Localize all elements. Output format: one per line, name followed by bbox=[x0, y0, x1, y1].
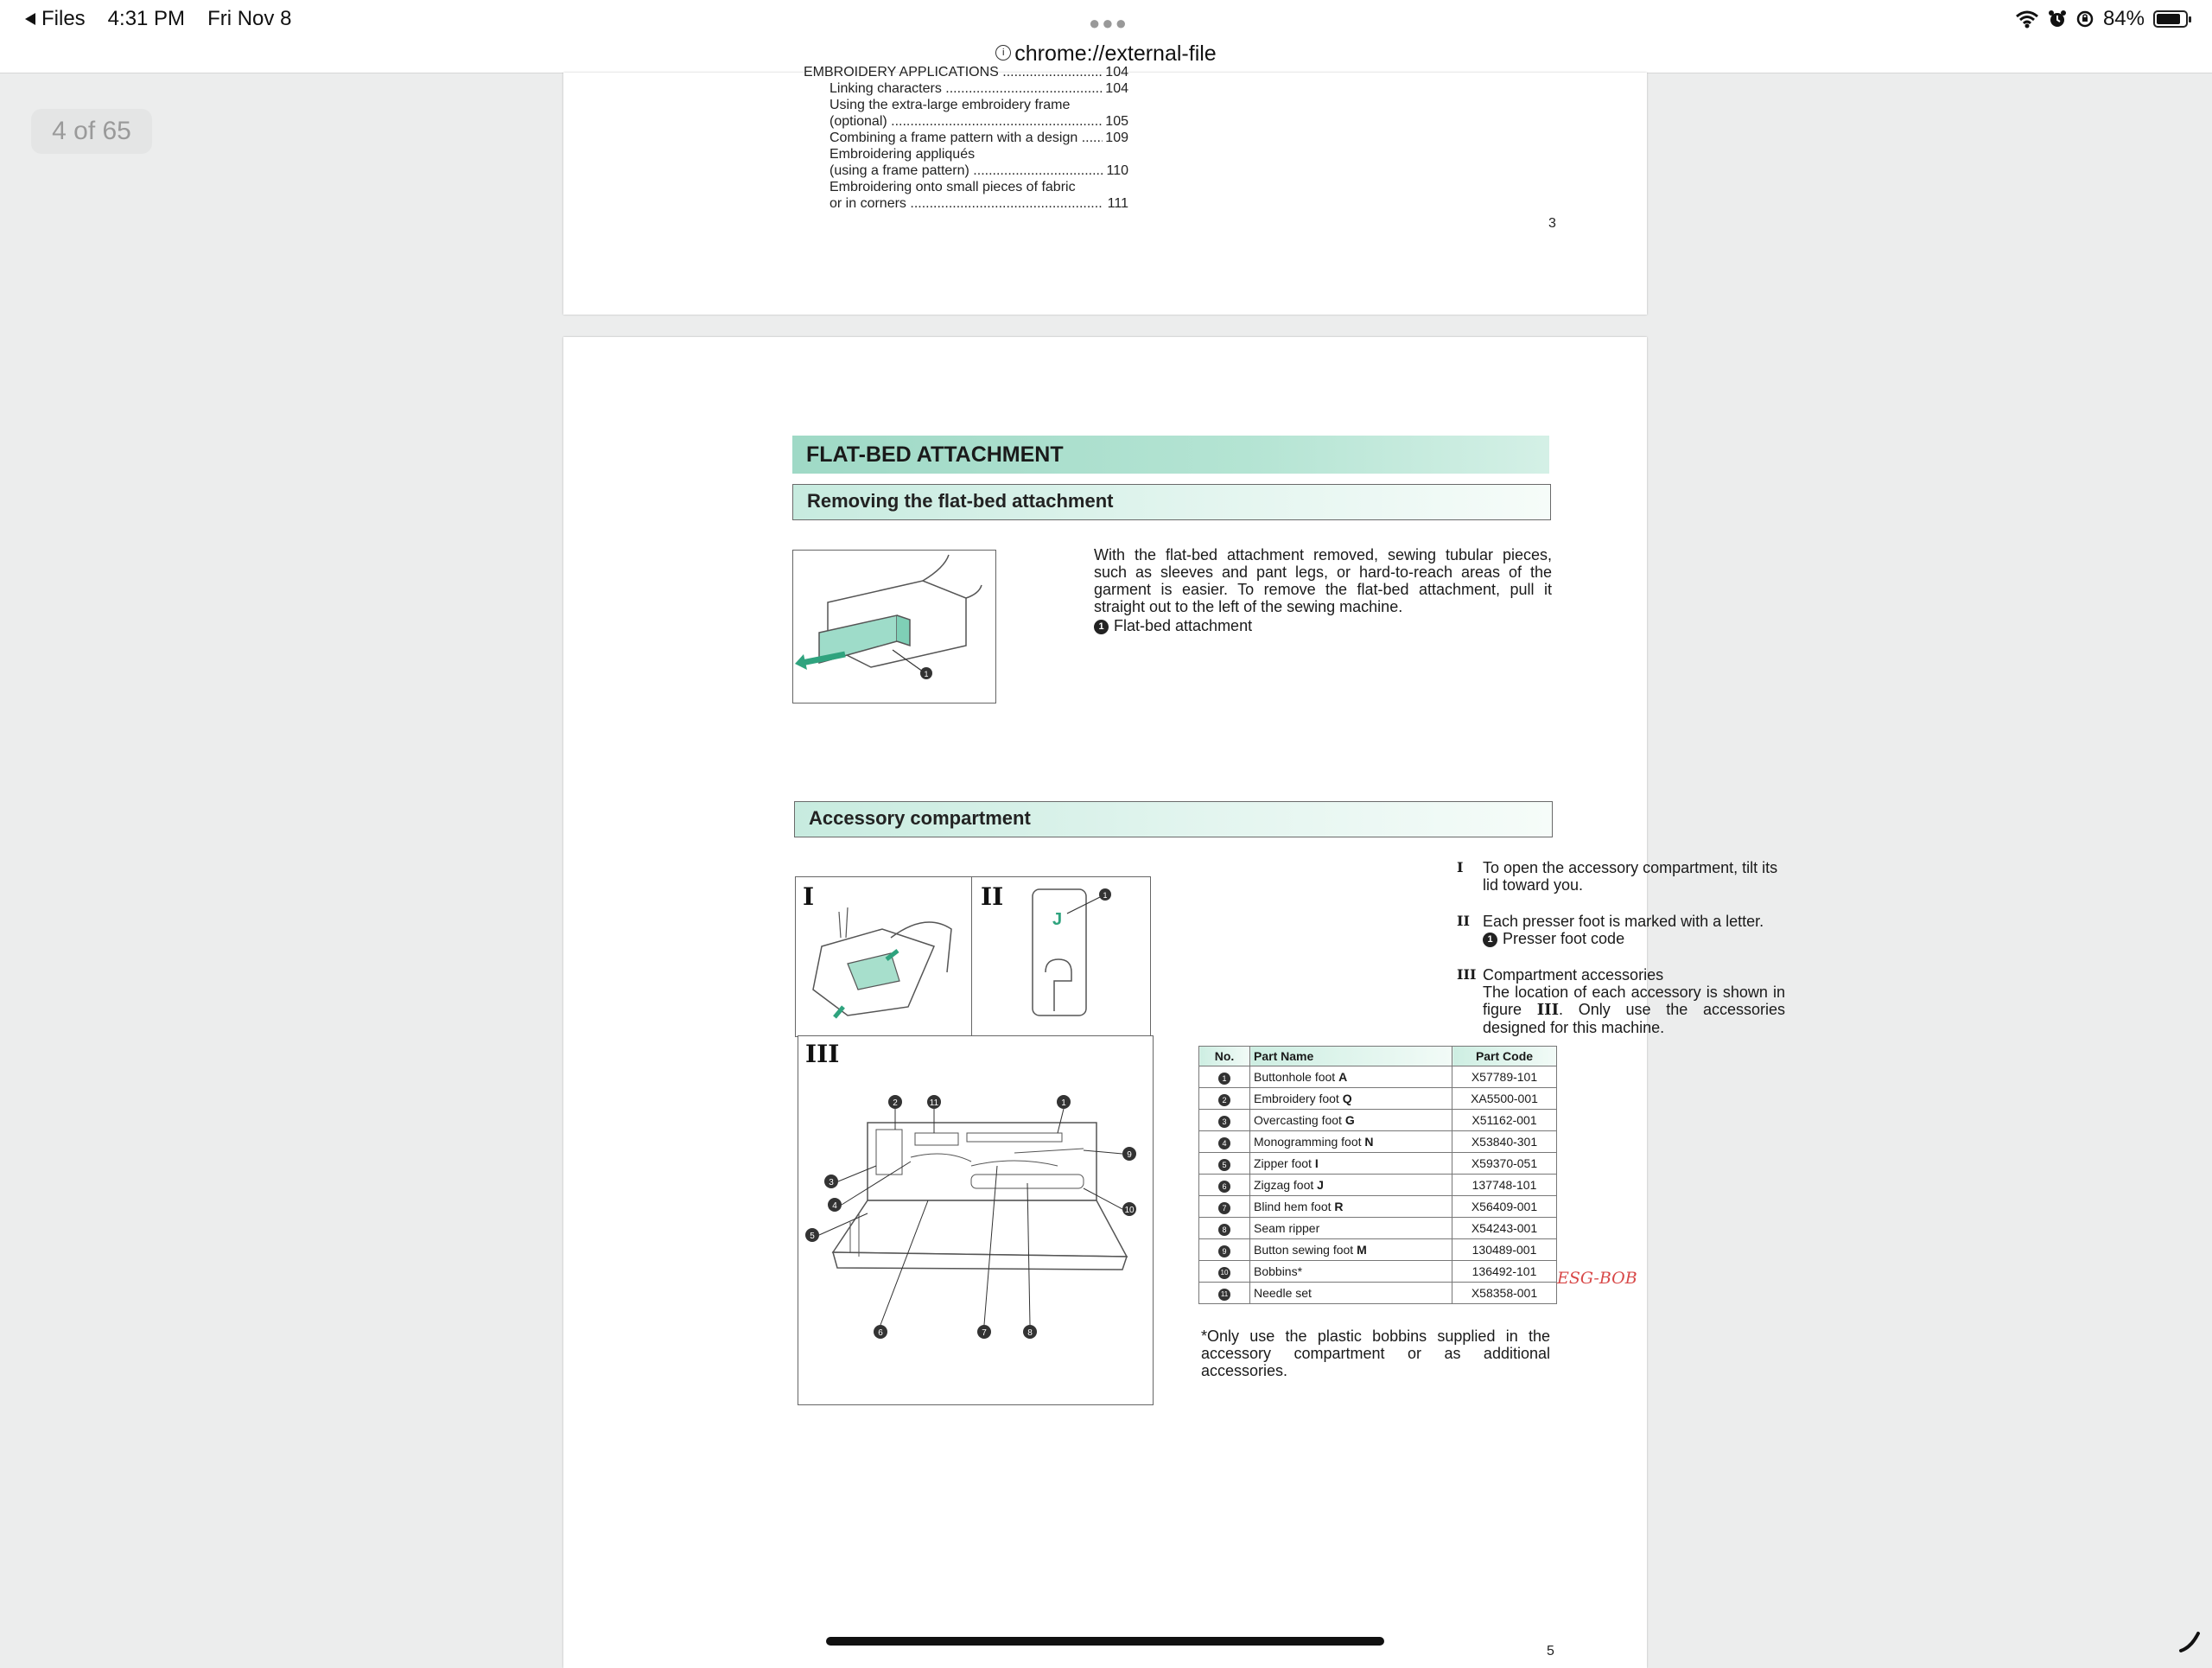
presser-foot-letter: J bbox=[1052, 910, 1063, 929]
row-no bbox=[1199, 1218, 1250, 1239]
row-no bbox=[1199, 1153, 1250, 1175]
row-part-name bbox=[1250, 1175, 1452, 1196]
back-triangle-icon bbox=[24, 12, 36, 26]
row-no bbox=[1199, 1196, 1250, 1218]
part-name-text: Zigzag foot bbox=[1254, 1178, 1318, 1192]
bullet-text: Flat-bed attachment bbox=[1114, 617, 1253, 634]
row-part-name bbox=[1250, 1239, 1452, 1261]
toc-page: 109 bbox=[1105, 131, 1128, 145]
wifi-icon bbox=[2015, 10, 2039, 29]
bullet-text: Presser foot code bbox=[1503, 930, 1625, 947]
battery-fill bbox=[2157, 14, 2180, 24]
alarm-icon bbox=[2048, 10, 2067, 29]
page-counter: 4 of 65 bbox=[31, 109, 152, 154]
table-row bbox=[1199, 1218, 1557, 1239]
row-part-code: 136492-101 bbox=[1452, 1261, 1557, 1283]
table-row bbox=[1199, 1175, 1557, 1196]
back-to-files-button[interactable] bbox=[24, 7, 86, 31]
toc-item bbox=[830, 97, 1128, 113]
part-name-text: Bobbins* bbox=[1254, 1264, 1303, 1278]
part-letter: Q bbox=[1342, 1092, 1352, 1105]
row-number-badge: 4 bbox=[1218, 1137, 1230, 1149]
svg-text:6: 6 bbox=[878, 1328, 883, 1338]
figure-iii-label: III bbox=[805, 1040, 840, 1068]
row-no bbox=[1199, 1175, 1250, 1196]
part-letter: G bbox=[1344, 1113, 1355, 1127]
flatbed-illustration bbox=[793, 551, 995, 702]
toc-list bbox=[804, 64, 1128, 212]
part-letter: A bbox=[1338, 1070, 1348, 1084]
multitasking-dots-icon[interactable]: ●●● bbox=[1089, 12, 1128, 34]
part-name-text: Needle set bbox=[1254, 1286, 1312, 1300]
part-name-text: Buttonhole foot bbox=[1254, 1070, 1339, 1084]
svg-text:10: 10 bbox=[1124, 1206, 1135, 1215]
toc-title: Using the extra-large embroidery frame bbox=[830, 98, 1071, 112]
bullet-1-icon: 1 bbox=[1094, 620, 1109, 634]
instruction-ii-bullet bbox=[1483, 930, 1785, 947]
pdf-page-3 bbox=[563, 65, 1647, 315]
part-name-text: Blind hem foot bbox=[1254, 1200, 1335, 1213]
row-number-badge: 8 bbox=[1218, 1224, 1230, 1236]
iii-text-c: . Only use the accessories designed for this machine. bbox=[1483, 1001, 1785, 1036]
table-header-row bbox=[1199, 1047, 1557, 1066]
row-part-name bbox=[1250, 1261, 1452, 1283]
table-row bbox=[1199, 1283, 1557, 1304]
row-no bbox=[1199, 1066, 1250, 1088]
row-number-badge: 2 bbox=[1218, 1094, 1230, 1106]
row-part-code: X51162-001 bbox=[1452, 1110, 1557, 1131]
subsection-title-removing: Removing the flat-bed attachment bbox=[792, 484, 1551, 520]
toc-title: Embroidering appliqués bbox=[830, 147, 976, 162]
toc-title: Embroidering onto small pieces of fabric bbox=[830, 180, 1076, 194]
toc-title: Linking characters ..... bbox=[830, 80, 1103, 97]
toc-page: 110 bbox=[1106, 163, 1128, 178]
roman-iii: III bbox=[1457, 966, 1477, 983]
figure-ii bbox=[971, 876, 1151, 1037]
col-no: No. bbox=[1199, 1047, 1250, 1066]
part-name-text: Seam ripper bbox=[1254, 1221, 1320, 1235]
part-letter: R bbox=[1334, 1200, 1344, 1213]
toc-title: EMBROIDERY APPLICATIONS ..... bbox=[804, 64, 1103, 80]
toc-item bbox=[830, 162, 1128, 179]
figure-iii bbox=[798, 1035, 1154, 1405]
row-number-badge: 7 bbox=[1218, 1202, 1230, 1214]
battery-icon bbox=[2153, 10, 2188, 28]
table-row bbox=[1199, 1261, 1557, 1283]
svg-text:1: 1 bbox=[1103, 891, 1108, 900]
figure-i-label: I bbox=[803, 882, 815, 911]
row-part-name bbox=[1250, 1196, 1452, 1218]
row-part-name bbox=[1250, 1088, 1452, 1110]
instruction-iii bbox=[1457, 966, 1785, 1036]
instruction-i-text: To open the accessory compartment, tilt its lid toward you. bbox=[1483, 859, 1778, 894]
toc-item bbox=[830, 80, 1128, 97]
row-part-code: X59370-051 bbox=[1452, 1153, 1557, 1175]
row-number-badge: 1 bbox=[1218, 1073, 1230, 1085]
row-number-badge: 3 bbox=[1218, 1116, 1230, 1128]
row-number-badge: 9 bbox=[1218, 1245, 1230, 1257]
figure-i-illustration bbox=[796, 877, 971, 1035]
roman-i: I bbox=[1457, 859, 1464, 875]
svg-text:11: 11 bbox=[929, 1098, 939, 1108]
row-no bbox=[1199, 1110, 1250, 1131]
status-left bbox=[24, 7, 291, 31]
toc-title: (optional) ..... bbox=[830, 113, 1103, 130]
toc-item bbox=[830, 113, 1128, 130]
svg-text:1: 1 bbox=[924, 670, 929, 678]
table-row bbox=[1199, 1153, 1557, 1175]
toc-page: 104 bbox=[1105, 65, 1128, 80]
svg-text:5: 5 bbox=[810, 1232, 815, 1241]
instruction-iii-text bbox=[1483, 984, 1785, 1036]
table-row bbox=[1199, 1066, 1557, 1088]
rotation-lock-icon bbox=[2075, 10, 2094, 29]
toc-item bbox=[830, 146, 1128, 162]
iii-text-b: III bbox=[1536, 1001, 1560, 1019]
parts-table-body bbox=[1199, 1066, 1557, 1304]
instruction-ii-text: Each presser foot is marked with a letter. bbox=[1483, 913, 1764, 930]
subsection-title-accessory: Accessory compartment bbox=[794, 801, 1553, 837]
battery-percent: 84% bbox=[2102, 7, 2145, 30]
pdf-page-5 bbox=[563, 337, 1785, 1668]
row-part-name bbox=[1250, 1066, 1452, 1088]
part-name-text: Button sewing foot bbox=[1254, 1243, 1357, 1257]
row-part-code: 137748-101 bbox=[1452, 1175, 1557, 1196]
svg-text:8: 8 bbox=[1027, 1328, 1033, 1338]
part-name-text: Zipper foot bbox=[1254, 1156, 1315, 1170]
part-letter: I bbox=[1314, 1156, 1319, 1170]
row-number-badge: 6 bbox=[1218, 1181, 1230, 1193]
removing-bullet bbox=[1094, 617, 1552, 634]
row-no bbox=[1199, 1131, 1250, 1153]
markup-pen-icon[interactable] bbox=[2177, 1628, 2203, 1654]
home-indicator[interactable] bbox=[826, 1637, 1384, 1646]
row-part-code: X53840-301 bbox=[1452, 1131, 1557, 1153]
row-part-name bbox=[1250, 1131, 1452, 1153]
row-part-code: X58358-001 bbox=[1452, 1283, 1557, 1304]
svg-text:1: 1 bbox=[1061, 1098, 1066, 1108]
back-label: Files bbox=[41, 7, 86, 30]
toc-page: 105 bbox=[1105, 114, 1128, 129]
status-right bbox=[2015, 7, 2188, 31]
table-row bbox=[1199, 1131, 1557, 1153]
row-part-code: X56409-001 bbox=[1452, 1196, 1557, 1218]
flatbed-figure bbox=[792, 550, 996, 703]
part-name-text: Overcasting foot bbox=[1254, 1113, 1345, 1127]
part-name-text: Embroidery foot bbox=[1254, 1092, 1343, 1105]
row-part-name bbox=[1250, 1283, 1452, 1304]
toc-item bbox=[830, 130, 1128, 146]
part-name-text: Monogramming foot bbox=[1254, 1135, 1365, 1149]
toc-item bbox=[830, 179, 1128, 195]
svg-text:7: 7 bbox=[982, 1328, 987, 1338]
row-no bbox=[1199, 1261, 1250, 1283]
col-part-code: Part Code bbox=[1452, 1047, 1557, 1066]
part-letter: J bbox=[1317, 1178, 1324, 1192]
instruction-ii bbox=[1457, 913, 1785, 947]
row-number-badge: 5 bbox=[1218, 1159, 1230, 1171]
figure-i bbox=[795, 876, 973, 1037]
col-part-name: Part Name bbox=[1250, 1047, 1452, 1066]
figure-ii-label: II bbox=[981, 882, 1004, 911]
svg-text:2: 2 bbox=[893, 1098, 898, 1108]
table-row bbox=[1199, 1196, 1557, 1218]
row-number-badge: 11 bbox=[1218, 1289, 1230, 1301]
page-number: 5 bbox=[1547, 1644, 1554, 1658]
row-no bbox=[1199, 1283, 1250, 1304]
row-part-name bbox=[1250, 1110, 1452, 1131]
status-date: Fri Nov 8 bbox=[207, 7, 292, 30]
row-part-code: X54243-001 bbox=[1452, 1218, 1557, 1239]
row-no bbox=[1199, 1088, 1250, 1110]
row-number-badge: 10 bbox=[1218, 1267, 1230, 1279]
table-row bbox=[1199, 1088, 1557, 1110]
status-time: 4:31 PM bbox=[107, 7, 186, 30]
url-text: chrome://external-file bbox=[1014, 41, 1217, 66]
toc-item bbox=[804, 64, 1128, 80]
toc-item bbox=[830, 195, 1128, 212]
handwritten-note: ESG-BOB bbox=[1557, 1269, 1637, 1288]
part-letter: M bbox=[1357, 1243, 1367, 1257]
row-no bbox=[1199, 1239, 1250, 1261]
row-part-name bbox=[1250, 1218, 1452, 1239]
svg-text:9: 9 bbox=[1127, 1150, 1132, 1160]
status-bar bbox=[0, 0, 2212, 38]
bobbin-footnote: *Only use the plastic bobbins supplied in the accessory compartment or as additional accessories. bbox=[1201, 1327, 1550, 1379]
iii-text-a: The location of each accessory is shown in figure bbox=[1483, 984, 1785, 1018]
bullet-1-icon: 1 bbox=[1483, 933, 1497, 947]
toc-title: or in corners ..... bbox=[830, 195, 1103, 212]
page-number: 3 bbox=[1548, 216, 1556, 231]
table-row bbox=[1199, 1110, 1557, 1131]
instruction-i bbox=[1457, 859, 1785, 894]
toc-title: Combining a frame pattern with a design ..... bbox=[830, 130, 1103, 146]
section-heading: FLAT-BED ATTACHMENT bbox=[792, 436, 1549, 474]
toc-title: (using a frame pattern) ..... bbox=[830, 162, 1103, 179]
parts-table bbox=[1198, 1046, 1557, 1304]
roman-ii: II bbox=[1457, 913, 1470, 929]
table-row bbox=[1199, 1239, 1557, 1261]
info-icon[interactable]: i bbox=[995, 45, 1011, 60]
row-part-name bbox=[1250, 1153, 1452, 1175]
svg-text:4: 4 bbox=[832, 1201, 837, 1211]
instruction-iii-title: Compartment accessories bbox=[1483, 966, 1664, 984]
toc-page: 104 bbox=[1105, 81, 1128, 96]
part-letter: N bbox=[1364, 1135, 1374, 1149]
removing-description: With the flat-bed attachment removed, sewing tubular pieces, such as sleeves and pant legs, or hard-to-reach areas of the garment is easier. To remove the flat-bed attachment, pull it straight out to the left of the sewing machine. bbox=[1094, 546, 1552, 615]
row-part-code: XA5500-001 bbox=[1452, 1088, 1557, 1110]
row-part-code: X57789-101 bbox=[1452, 1066, 1557, 1088]
svg-text:3: 3 bbox=[829, 1178, 834, 1187]
toc-page: 111 bbox=[1107, 196, 1128, 211]
row-part-code: 130489-001 bbox=[1452, 1239, 1557, 1261]
compartment-illustration bbox=[798, 1036, 1152, 1404]
